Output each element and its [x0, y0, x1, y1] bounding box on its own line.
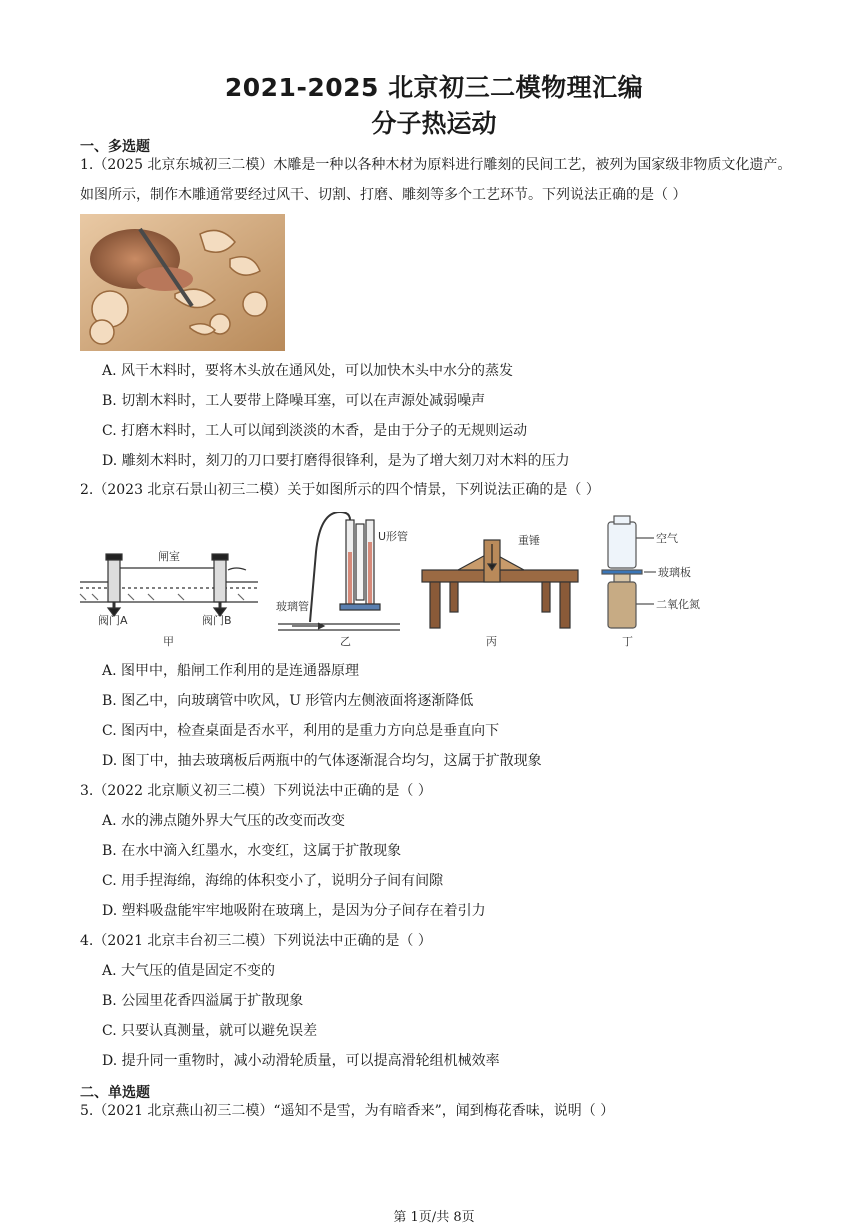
label-u-tube: U形管: [378, 530, 409, 543]
label-air: 空气: [656, 532, 678, 545]
plumb-level-diagram: [422, 540, 578, 628]
wood-carving-photo: [80, 214, 285, 351]
question-2-option-a: A. 图甲中，船闸工作利用的是连通器原理: [102, 663, 360, 679]
question-2-option-c: C. 图丙中，检查桌面是否水平，利用的是重力方向总是垂直向下: [102, 723, 500, 739]
question-2-figures: [78, 512, 718, 650]
question-2-stem: 2.（2023 北京石景山初三二模）关于如图所示的四个情景，下列说法正确的是（ ）: [80, 482, 600, 498]
question-1-option-b: B. 切割木料时，工人要带上降噪耳塞，可以在声源处减弱噪声: [102, 393, 486, 409]
section-heading-multiple-choice: 一、多选题: [80, 139, 150, 155]
section-heading-single-choice: 二、单选题: [80, 1085, 150, 1101]
question-2-option-d: D. 图丁中，抽去玻璃板后两瓶中的气体逐渐混合均匀，这属于扩散现象: [102, 753, 542, 769]
question-4-option-d: D. 提升同一重物时，减小动滑轮质量，可以提高滑轮组机械效率: [102, 1053, 500, 1069]
question-1-option-d: D. 雕刻木料时，刻刀的刀口要打磨得很锋利，是为了增大刻刀对木料的压力: [102, 453, 570, 469]
ship-lock-diagram: [80, 554, 258, 616]
question-2-option-b: B. 图乙中，向玻璃管中吹风，U 形管内左侧液面将逐渐降低: [102, 693, 474, 709]
question-1-option-c: C. 打磨木料时，工人可以闻到淡淡的木香，是由于分子的无规则运动: [102, 423, 528, 439]
question-3-option-d: D. 塑料吸盘能牢牢地吸附在玻璃上，是因为分子间存在着引力: [102, 903, 486, 919]
caption-b: 乙: [340, 635, 351, 648]
label-plumb: 重锤: [518, 534, 540, 547]
caption-c: 丙: [486, 635, 497, 648]
question-4-option-b: B. 公园里花香四溢属于扩散现象: [102, 993, 304, 1009]
label-glass-tube: 玻璃管: [276, 600, 309, 613]
caption-d: 丁: [622, 635, 633, 648]
question-3-stem: 3.（2022 北京顺义初三二模）下列说法中正确的是（ ）: [80, 783, 432, 799]
question-5-stem: 5.（2021 北京燕山初三二模）“遥知不是雪，为有暗香来”，闻到梅花香味，说明（ ）: [80, 1103, 615, 1119]
label-valve-b: 阀门B: [202, 614, 232, 627]
document-subtitle: 分子热运动: [371, 109, 497, 138]
question-4-option-c: C. 只要认真测量，就可以避免误差: [102, 1023, 318, 1039]
diffusion-bottles-diagram: [602, 516, 656, 628]
question-1-option-a: A. 风干木料时，要将木头放在通风处，可以加快木头中水分的蒸发: [102, 363, 514, 379]
document-title: 2021-2025 北京初三二模物理汇编: [224, 73, 644, 102]
question-3-option-c: C. 用手捏海绵，海绵的体积变小了，说明分子间有间隙: [102, 873, 444, 889]
question-3-option-a: A. 水的沸点随外界大气压的改变而改变: [102, 813, 346, 829]
question-3-option-b: B. 在水中滴入红墨水，水变红，这属于扩散现象: [102, 843, 402, 859]
question-1-stem: 1.（2025 北京东城初三二模）木雕是一种以各种木材为原料进行雕刻的民间工艺，被列为国家级非物质文化遗产。如图所示，制作木雕通常要经过风干、切割、打磨、雕刻等多个工艺环节。下列说法正确的是（ ）: [80, 157, 792, 203]
label-lock-chamber: 闸室: [158, 550, 180, 563]
label-valve-a: 阀门A: [98, 614, 128, 627]
question-4-option-a: A. 大气压的值是固定不变的: [102, 963, 276, 979]
page-number: 第 1页/共 8页: [393, 1210, 475, 1225]
caption-a: 甲: [163, 635, 174, 648]
label-no2: 二氧化氮: [656, 598, 700, 611]
question-4-stem: 4.（2021 北京丰台初三二模）下列说法中正确的是（ ）: [80, 933, 432, 949]
label-glass-plate: 玻璃板: [658, 566, 691, 579]
